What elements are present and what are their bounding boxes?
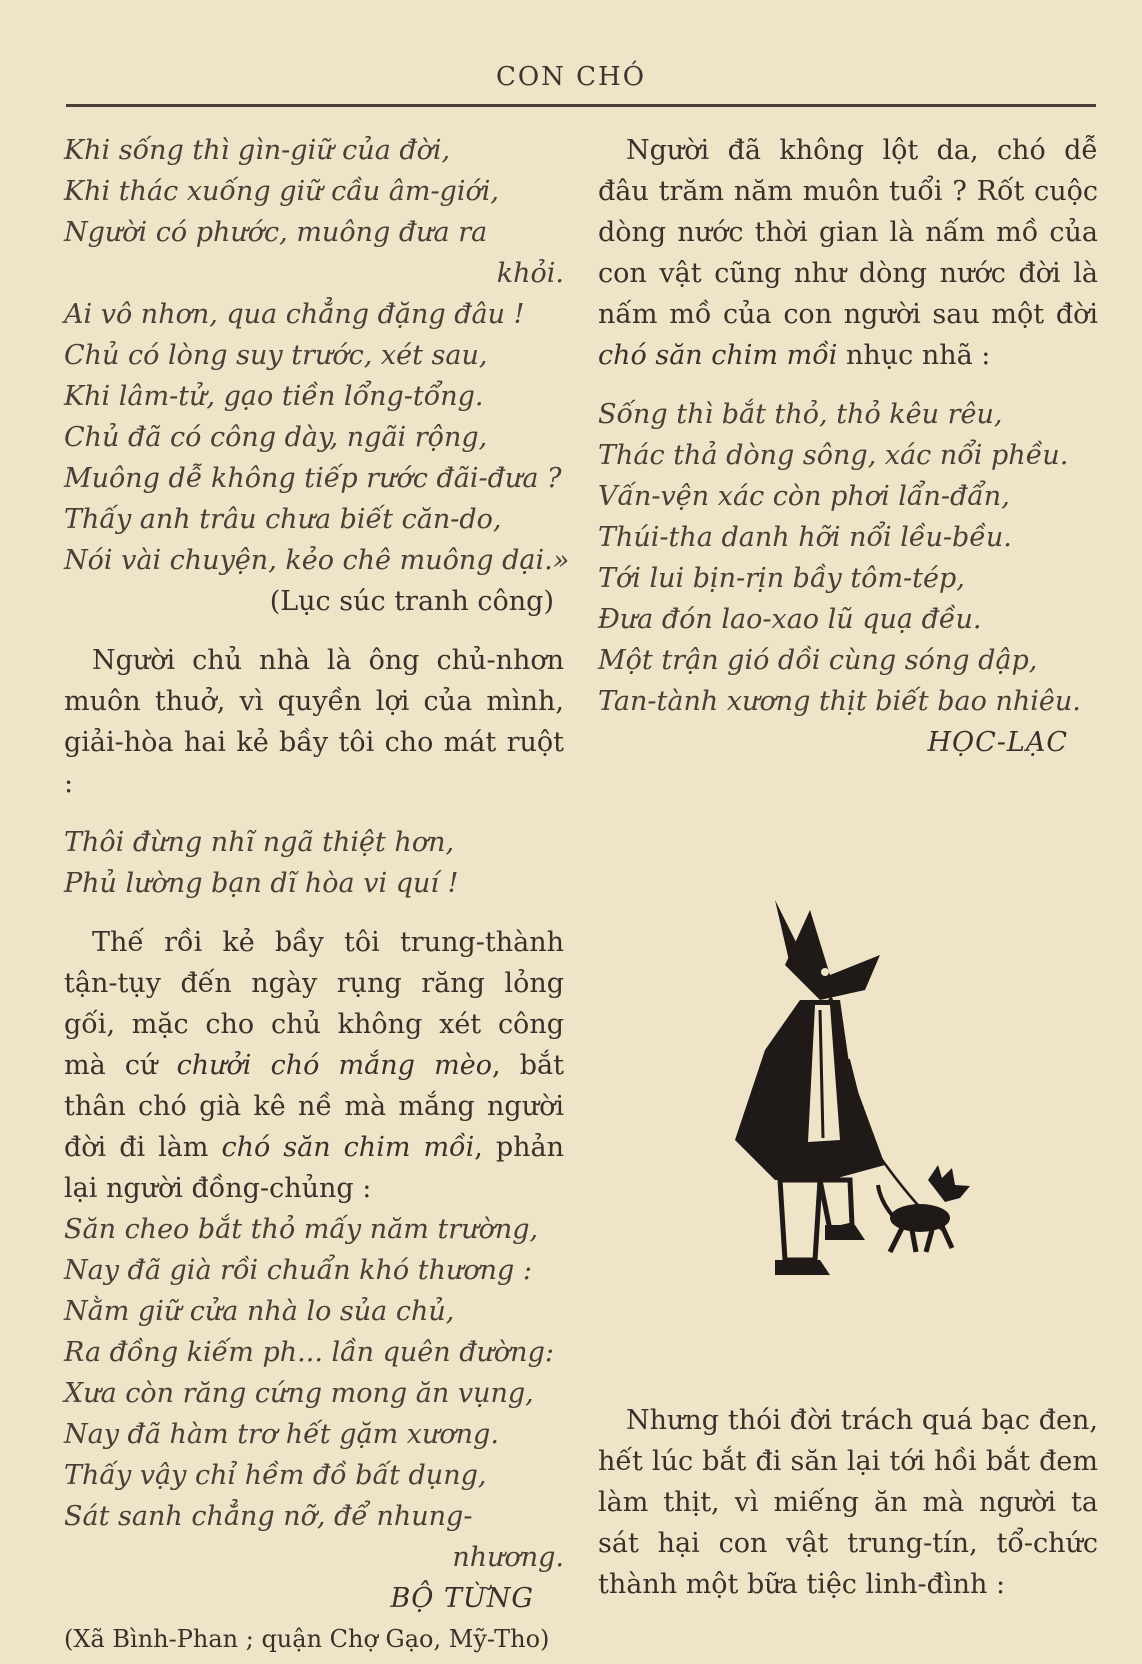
poem-line: Khi lâm-tử, gạo tiền lổng-tổng. xyxy=(64,381,484,412)
poem-line: Thác thả dòng sông, xác nổi phều. xyxy=(598,440,1069,471)
poem-line: Chủ có lòng suy trước, xét sau, xyxy=(64,340,488,371)
poem-line: Nay đã già rồi chuẩn khó thương : xyxy=(64,1255,533,1286)
small-dog-icon xyxy=(878,1165,970,1252)
poem-line: Săn cheo bắt thỏ mấy năm trường, xyxy=(64,1214,539,1245)
author-signature: HỌC-LẠC xyxy=(927,727,1068,758)
author-signature: BỘ TỪNG xyxy=(390,1583,534,1614)
page-header-title: CON CHÓ xyxy=(495,62,647,92)
poem-line: Tan-tành xương thịt biết bao nhiêu. xyxy=(598,686,1081,717)
poem-line: Một trận gió dồi cùng sóng dập, xyxy=(598,645,1038,676)
right-paragraph-1 xyxy=(598,130,1098,376)
poem-line: Ra đồng kiếm ph... lần quên đường: xyxy=(64,1337,554,1368)
right-poem-1 xyxy=(598,394,1098,722)
para-text: , phản lại người đồng-chủng : xyxy=(64,1132,564,1204)
poem-line: Nay đã hàm trơ hết gặm xương. xyxy=(64,1419,499,1450)
right-column-bottom xyxy=(598,1400,1098,1605)
left-poem-1 xyxy=(64,130,570,581)
poem-line: khỏi. xyxy=(496,258,564,289)
para-text: Thế rồi kẻ bầy tôi trung-thành tận-tụy đến ngày rụng răng lỏng gối, mặc cho chủ không xét công mà cứ xyxy=(64,927,564,1081)
poem-line: Khi sống thì gìn-giữ của đời, xyxy=(64,135,451,166)
para-text: Người đã không lột da, chó dễ đâu trăm năm muôn tuổi ? Rốt cuộc dòng nước thời gian là nấm mồ của con vật cũng như dòng nước đời là nấm mồ của con người sau một đời xyxy=(598,135,1098,330)
left-poem-3 xyxy=(64,1209,564,1578)
poem-line: Thấy vậy chỉ hềm đồ bất dụng, xyxy=(64,1460,487,1491)
source-citation: (Lục súc tranh công) xyxy=(269,586,554,617)
wolf-head-icon xyxy=(785,910,880,1000)
poem-line: Nói vài chuyện, kẻo chê muông dại.» xyxy=(64,545,570,576)
poem-line: nhương. xyxy=(452,1542,564,1573)
left-poem-2 xyxy=(64,822,564,904)
poem-line: Sát sanh chẳng nỡ, để nhung- xyxy=(64,1501,473,1532)
left-paragraph-1: Người chủ nhà là ông chủ-nhơn muôn thuở, vì quyền lợi của mình, giải-hòa hai kẻ bầy tôi cho mát ruột : xyxy=(64,645,564,799)
poem-line: Người có phước, muông đưa ra xyxy=(64,217,488,248)
right-paragraph-2: Nhưng thói đời trách quá bạc đen, hết lúc bắt đi săn lại tới hồi bắt đem làm thịt, vì miếng ăn mà người ta sát hại con vật trung-tín, tổ-chức thành một bữa tiệc linh-đình : xyxy=(598,1405,1098,1600)
poem-line: Thúi-tha danh hỡi nổi lều-bều. xyxy=(598,522,1012,553)
header-rule xyxy=(66,104,1096,107)
wolf-walking-dog-illustration xyxy=(680,880,1020,1340)
left-column xyxy=(64,130,570,1660)
poem-line: Thôi đừng nhĩ ngã thiệt hơn, xyxy=(64,827,455,858)
right-column xyxy=(598,130,1098,763)
para-italic: chưởi chó mắng mèo xyxy=(176,1050,492,1081)
poem-line: Đưa đón lao-xao lũ quạ đều. xyxy=(598,604,982,635)
poem-line: Thấy anh trâu chưa biết căn-do, xyxy=(64,504,502,535)
para-text: nhục nhã : xyxy=(837,340,991,371)
poem-line: Khi thác xuống giữ cầu âm-giới, xyxy=(64,176,499,207)
para-text: , bắt thân chó già kê nề mà mắng người đời đi làm xyxy=(64,1050,564,1163)
poem-line: Nằm giữ cửa nhà lo sủa chủ, xyxy=(64,1296,455,1327)
para-italic: chó săn chim mồi xyxy=(598,340,838,371)
poem-line: Ai vô nhơn, qua chẳng đặng đâu ! xyxy=(64,299,525,330)
poem-line: Muông dễ không tiếp rước đãi-đưa ? xyxy=(64,463,562,494)
author-location-note: (Xã Bình-Phan ; quận Chợ Gạo, Mỹ-Tho) xyxy=(64,1625,550,1653)
para-italic: chó săn chim mồi xyxy=(221,1132,475,1163)
poem-line: Tới lui bịn-rịn bầy tôm-tép, xyxy=(598,563,965,594)
poem-line: Xưa còn răng cứng mong ăn vụng, xyxy=(64,1378,534,1409)
left-paragraph-2 xyxy=(64,922,564,1209)
poem-line: Vấn-vện xác còn phơi lẩn-đẩn, xyxy=(598,481,1010,512)
poem-line: Phủ lường bạn dĩ hòa vi quí ! xyxy=(64,868,459,899)
wolf-coat-icon xyxy=(735,1000,885,1180)
poem-line: Chủ đã có công dày, ngãi rộng, xyxy=(64,422,488,453)
poem-line: Sống thì bắt thỏ, thỏ kêu rêu, xyxy=(598,399,1003,430)
